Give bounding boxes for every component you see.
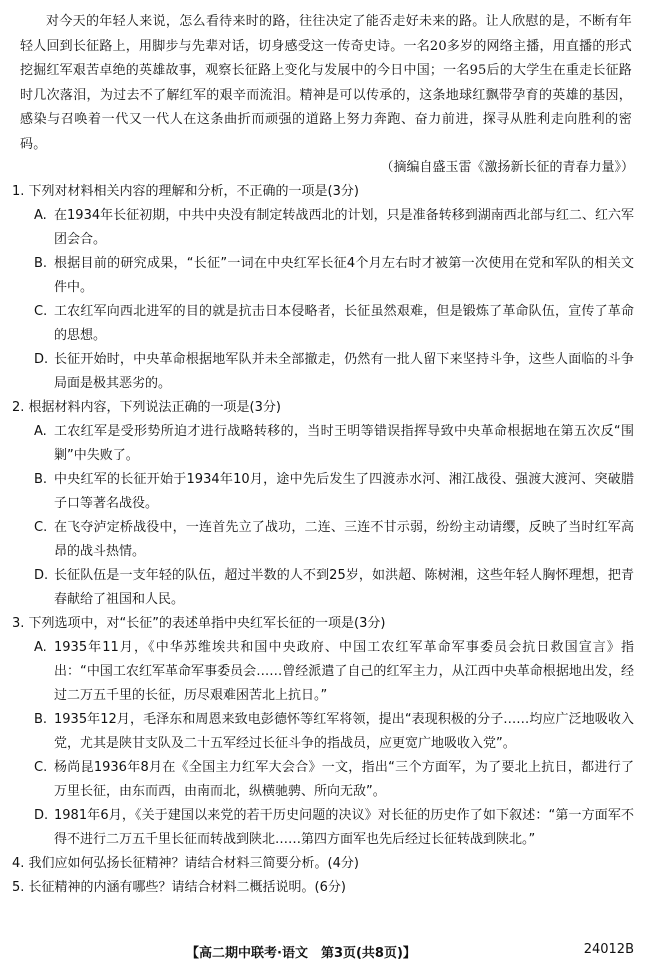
option-letter: D. <box>34 352 49 367</box>
answer-option <box>12 804 634 852</box>
answer-option <box>12 756 634 804</box>
passage-source: （摘编自盛玉雷《激扬新长征的青春力量》） <box>380 160 634 175</box>
option-letter: C. <box>34 304 48 319</box>
answer-option <box>12 516 634 564</box>
option-text: 在1934年长征初期，中共中央没有制定转战西北的计划，只是准备转移到湖南西北部与红二、红六军团会合。 <box>54 208 634 247</box>
footer-code: 24012B <box>583 942 634 957</box>
option-text: 1935年12月，毛泽东和周恩来致电彭德怀等红军将领，提出“表现积极的分子……均应广泛地吸收入党，尤其是陕甘支队及二十五军经过长征斗争的指战员，应更宽广地吸收入党”。 <box>54 712 634 751</box>
answer-option <box>12 300 634 348</box>
option-letter: C. <box>34 760 48 775</box>
answer-option <box>12 468 634 516</box>
passage-paragraph: 对今天的年轻人来说，怎么看待来时的路，往往决定了能否走好未来的路。让人欣慰的是，不断有年轻人回到长征路上，用脚步与先辈对话，切身感受这一传奇史诗。一名20多岁的网络主播，用直播的形式挖掘红军艰苦卓绝的英雄故事，观察长征路上变化与发展中的今日中国；一名95后的大学生在重走长征路时几次落泪，为过去不了解红军的艰辛而流泪。精神是可以传承的，这条地球红飘带孕育的英雄的基因，感染与召唤着一代又一代人在这条曲折而顽强的道路上努力奔跑、奋力前进，探寻从胜利走向胜利的密码。 <box>20 14 632 152</box>
option-text: 工农红军向西北进军的目的就是抗击日本侵略者，长征虽然艰难，但是锻炼了革命队伍，宣传了革命的思想。 <box>54 304 634 343</box>
option-letter: B. <box>34 712 48 727</box>
question-2 <box>12 396 634 612</box>
question-4 <box>12 852 634 876</box>
option-text: 长征开始时，中央革命根据地军队并未全部撤走，仍然有一批人留下来坚持斗争，这些人面临的斗争局面是极其恶劣的。 <box>54 352 634 391</box>
option-letter: D. <box>34 808 49 823</box>
question-stem: 4. 我们应如何弘扬长征精神？请结合材料三简要分析。(4分) <box>12 856 359 871</box>
question-3 <box>12 612 634 852</box>
question-stem: 1. 下列对材料相关内容的理解和分析，不正确的一项是(3分) <box>12 184 359 199</box>
option-text: 根据目前的研究成果，“长征”一词在中央红军长征4个月左右时才被第一次使用在党和军队的相关文件中。 <box>54 256 634 295</box>
option-letter: A. <box>34 640 47 655</box>
answer-option <box>12 252 634 300</box>
question-1 <box>12 180 634 396</box>
option-letter: B. <box>34 256 48 271</box>
answer-option <box>12 636 634 708</box>
footer-title: 【高二期中联考·语文 第3页(共8页)】 <box>186 946 416 961</box>
page-footer <box>0 942 648 962</box>
option-letter: C. <box>34 520 48 535</box>
answer-option <box>12 708 634 756</box>
option-text: 1935年11月，《中华苏维埃共和国中央政府、中国工农红军革命军事委员会抗日救国宣言》指出：“中国工农红军革命军事委员会……曾经派遣了自己的红军主力，从江西中央革命根据地出发，经过二万五千里的长征，历尽艰难困苦北上抗日。” <box>54 640 634 703</box>
option-text: 长征队伍是一支年轻的队伍，超过半数的人不到25岁，如洪超、陈树湘，这些年轻人胸怀理想，把青春献给了祖国和人民。 <box>54 568 634 607</box>
question-list <box>12 180 634 900</box>
option-letter: D. <box>34 568 49 583</box>
option-text: 中央红军的长征开始于1934年10月，途中先后发生了四渡赤水河、湘江战役、强渡大渡河、突破腊子口等著名战役。 <box>54 472 634 511</box>
option-text: 1981年6月，《关于建国以来党的若干历史问题的决议》对长征的历史作了如下叙述：“第一方面军不得不进行二万五千里长征而转战到陕北……第四方面军也先后经过长征转战到陕北。” <box>54 808 634 847</box>
option-text: 工农红军是受形势所迫才进行战略转移的，当时王明等错误指挥导致中央革命根据地在第五次反“围剿”中失败了。 <box>54 424 634 463</box>
answer-option <box>12 420 634 468</box>
answer-option <box>12 204 634 252</box>
question-stem: 5. 长征精神的内涵有哪些？请结合材料二概括说明。(6分) <box>12 880 346 895</box>
question-stem: 3. 下列选项中，对“长征”的表述单指中央红军长征的一项是(3分) <box>12 616 386 631</box>
question-stem: 2. 根据材料内容，下列说法正确的一项是(3分) <box>12 400 281 415</box>
option-letter: B. <box>34 472 48 487</box>
question-5 <box>12 876 634 900</box>
option-text: 在飞夺泸定桥战役中，一连首先立了战功，二连、三连不甘示弱，纷纷主动请缨，反映了当时红军高昂的战斗热情。 <box>54 520 634 559</box>
option-letter: A. <box>34 424 47 439</box>
option-text: 杨尚昆1936年8月在《全国主力红军大会合》一文，指出“三个方面军，为了要北上抗日，都进行了万里长征，由东而西，由南而北，纵横驰骋、所向无敌”。 <box>54 760 634 799</box>
option-letter: A. <box>34 208 47 223</box>
answer-option <box>12 348 634 396</box>
answer-option <box>12 564 634 612</box>
